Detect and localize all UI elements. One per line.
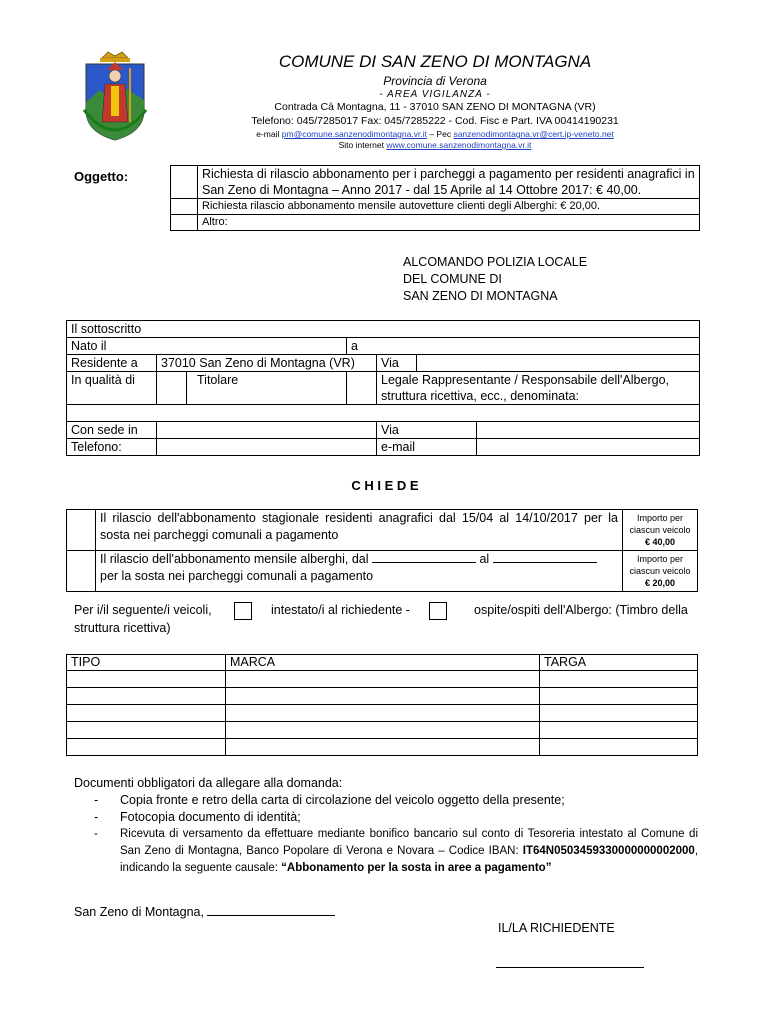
comune-title: COMUNE DI SAN ZENO DI MONTAGNA xyxy=(278,52,592,71)
opt2-check[interactable] xyxy=(67,551,96,592)
site-link[interactable]: www.comune.sanzenodimontagna.vr.it xyxy=(386,140,532,150)
via-label: Via xyxy=(377,355,417,372)
marca-cell[interactable] xyxy=(226,688,540,705)
ospite-checkbox[interactable] xyxy=(429,602,447,620)
table-row xyxy=(67,688,698,705)
vehicle-table xyxy=(66,654,698,756)
oggetto-check-2[interactable] xyxy=(171,199,198,215)
legale-label: Legale Rappresentante / Responsabile dell'Albergo, struttura ricettiva, ecc., denominata: xyxy=(377,372,700,405)
opt1-check[interactable] xyxy=(67,510,96,551)
sottoscritto-label: Il sottoscritto xyxy=(67,321,700,338)
targa-cell[interactable] xyxy=(540,688,698,705)
provincia: Provincia di Verona xyxy=(383,74,487,88)
place-date: San Zeno di Montagna, xyxy=(74,905,335,919)
opt2-text: Il rilascio dell'abbonamento mensile alberghi, dal al per la sosta nei parcheggi comunali a pagamento xyxy=(96,551,623,592)
date-field[interactable] xyxy=(207,915,335,916)
titolare-label: Titolare xyxy=(187,372,347,405)
email-line: e-mail pm@comune.sanzenodimontagna.vr.it – Pec sanzenodimontagna.vr@cert.ip-veneto.net xyxy=(256,129,614,139)
qualita-label: In qualità di xyxy=(67,372,157,405)
oggetto-row-3: Altro: xyxy=(198,215,700,231)
denominazione-field[interactable] xyxy=(67,405,700,422)
veicoli-text-3: ospite/ospiti dell'Albergo: (Timbro della xyxy=(474,603,688,617)
email-link[interactable]: pm@comune.sanzenodimontagna.vr.it xyxy=(281,129,427,139)
documenti-section xyxy=(74,775,698,877)
oggetto-row-2: Richiesta rilascio abbonamento mensile autovetture clienti degli Alberghi: € 20,00. xyxy=(198,199,700,215)
applicant-table xyxy=(66,320,700,456)
nato-il-field[interactable] xyxy=(157,338,347,355)
documenti-title: Documenti obbligatori da allegare alla domanda: xyxy=(74,776,343,790)
intestato-checkbox[interactable] xyxy=(234,602,252,620)
telefono-field[interactable] xyxy=(157,439,377,456)
marca-cell[interactable] xyxy=(226,739,540,756)
residente-label: Residente a xyxy=(67,355,157,372)
titolare-check[interactable] xyxy=(157,372,187,405)
table-row xyxy=(67,739,698,756)
oggetto-label: Oggetto: xyxy=(74,169,129,184)
via2-label: Via xyxy=(377,422,477,439)
via2-field[interactable] xyxy=(477,422,700,439)
documento-item-3: - Ricevuta di versamento da effettuare mediante bonifico bancario sul conto di Tesoreria intestato al Comune di San Zeno di Montagna, Banco Popolare di Verona e Novara – Codice IBAN: IT64N0503459330000000002000, indicando la seguente causale: “Abbonamento per la sosta in aree a pagamento” xyxy=(74,826,698,877)
chiede-table xyxy=(66,509,698,592)
con-sede-label: Con sede in xyxy=(67,422,157,439)
table-row xyxy=(67,705,698,722)
opt2-dal-field[interactable] xyxy=(372,562,476,563)
via-field[interactable] xyxy=(417,355,700,372)
residente-value: 37010 San Zeno di Montagna (VR) xyxy=(157,355,377,372)
iban: IT64N0503459330000000002000 xyxy=(522,845,695,857)
site-line: Sito internet www.comune.sanzenodimontagna.vr.it xyxy=(338,140,532,150)
marca-cell[interactable] xyxy=(226,705,540,722)
email-field[interactable] xyxy=(477,439,700,456)
targa-cell[interactable] xyxy=(540,739,698,756)
area-vigilanza: - AREA VIGILANZA - xyxy=(379,89,491,100)
documento-item-2: - Fotocopia documento di identità; xyxy=(74,809,698,826)
tipo-cell[interactable] xyxy=(67,688,226,705)
telefono-label: Telefono: xyxy=(67,439,157,456)
nato-il-label: Nato il xyxy=(67,338,157,355)
opt1-price-cell: Importo per ciascun veicolo € 40,00 xyxy=(623,510,698,551)
header-marca: MARCA xyxy=(226,655,540,671)
phones: Telefono: 045/7285017 Fax: 045/7285222 - Cod. Fisc e Part. IVA 00414190231 xyxy=(251,115,619,127)
header-targa: TARGA xyxy=(540,655,698,671)
header-tipo: TIPO xyxy=(67,655,226,671)
pec-link[interactable]: sanzenodimontagna.vr@cert.ip-veneto.net xyxy=(453,129,614,139)
veicoli-text-4: struttura ricettiva) xyxy=(74,621,171,635)
veicoli-text-1: Per i/il seguente/i veicoli, xyxy=(74,603,212,617)
tipo-cell[interactable] xyxy=(67,705,226,722)
targa-cell[interactable] xyxy=(540,671,698,688)
causale: “Abbonamento per la sosta in aree a pagamento” xyxy=(281,862,552,874)
veicoli-text-2: intestato/i al richiedente - xyxy=(271,603,410,617)
opt2-al-field[interactable] xyxy=(493,562,597,563)
table-row xyxy=(67,722,698,739)
legale-check[interactable] xyxy=(347,372,377,405)
targa-cell[interactable] xyxy=(540,722,698,739)
oggetto-table xyxy=(170,165,700,231)
address: Contrada Cà Montagna, 11 - 37010 SAN ZENO DI MONTAGNA (VR) xyxy=(274,101,596,113)
targa-cell[interactable] xyxy=(540,705,698,722)
table-row xyxy=(67,671,698,688)
oggetto-row-1: Richiesta di rilascio abbonamento per i parcheggi a pagamento per residenti anagrafici in San Zeno di Montagna – Anno 2017 - dal 15 Aprile al 14 Ottobre 2017: € 40,00. xyxy=(198,166,700,199)
marca-cell[interactable] xyxy=(226,671,540,688)
luogo-nascita-field[interactable]: a xyxy=(347,338,700,355)
email-label: e-mail xyxy=(377,439,477,456)
con-sede-field[interactable] xyxy=(157,422,377,439)
tipo-cell[interactable] xyxy=(67,671,226,688)
coat-of-arms xyxy=(80,50,150,142)
oggetto-check-1[interactable] xyxy=(171,166,198,199)
marca-cell[interactable] xyxy=(226,722,540,739)
tipo-cell[interactable] xyxy=(67,739,226,756)
recipient: ALCOMANDO POLIZIA LOCALE DEL COMUNE DI SAN ZENO DI MONTAGNA xyxy=(403,255,588,303)
opt2-price-cell: Importo per ciascun veicolo € 20,00 xyxy=(623,551,698,592)
opt1-text: Il rilascio dell'abbonamento stagionale residenti anagrafici dal 15/04 al 14/10/2017 per la sosta nei parcheggi comunali a pagamento xyxy=(96,510,623,551)
documento-item-1: - Copia fronte e retro della carta di circolazione del veicolo oggetto della presente; xyxy=(74,792,698,809)
tipo-cell[interactable] xyxy=(67,722,226,739)
signature-line[interactable] xyxy=(496,966,644,968)
signer-label: IL/LA RICHIEDENTE xyxy=(498,921,615,935)
oggetto-check-3[interactable] xyxy=(171,215,198,231)
chiede-title: C H I E D E xyxy=(351,478,419,493)
